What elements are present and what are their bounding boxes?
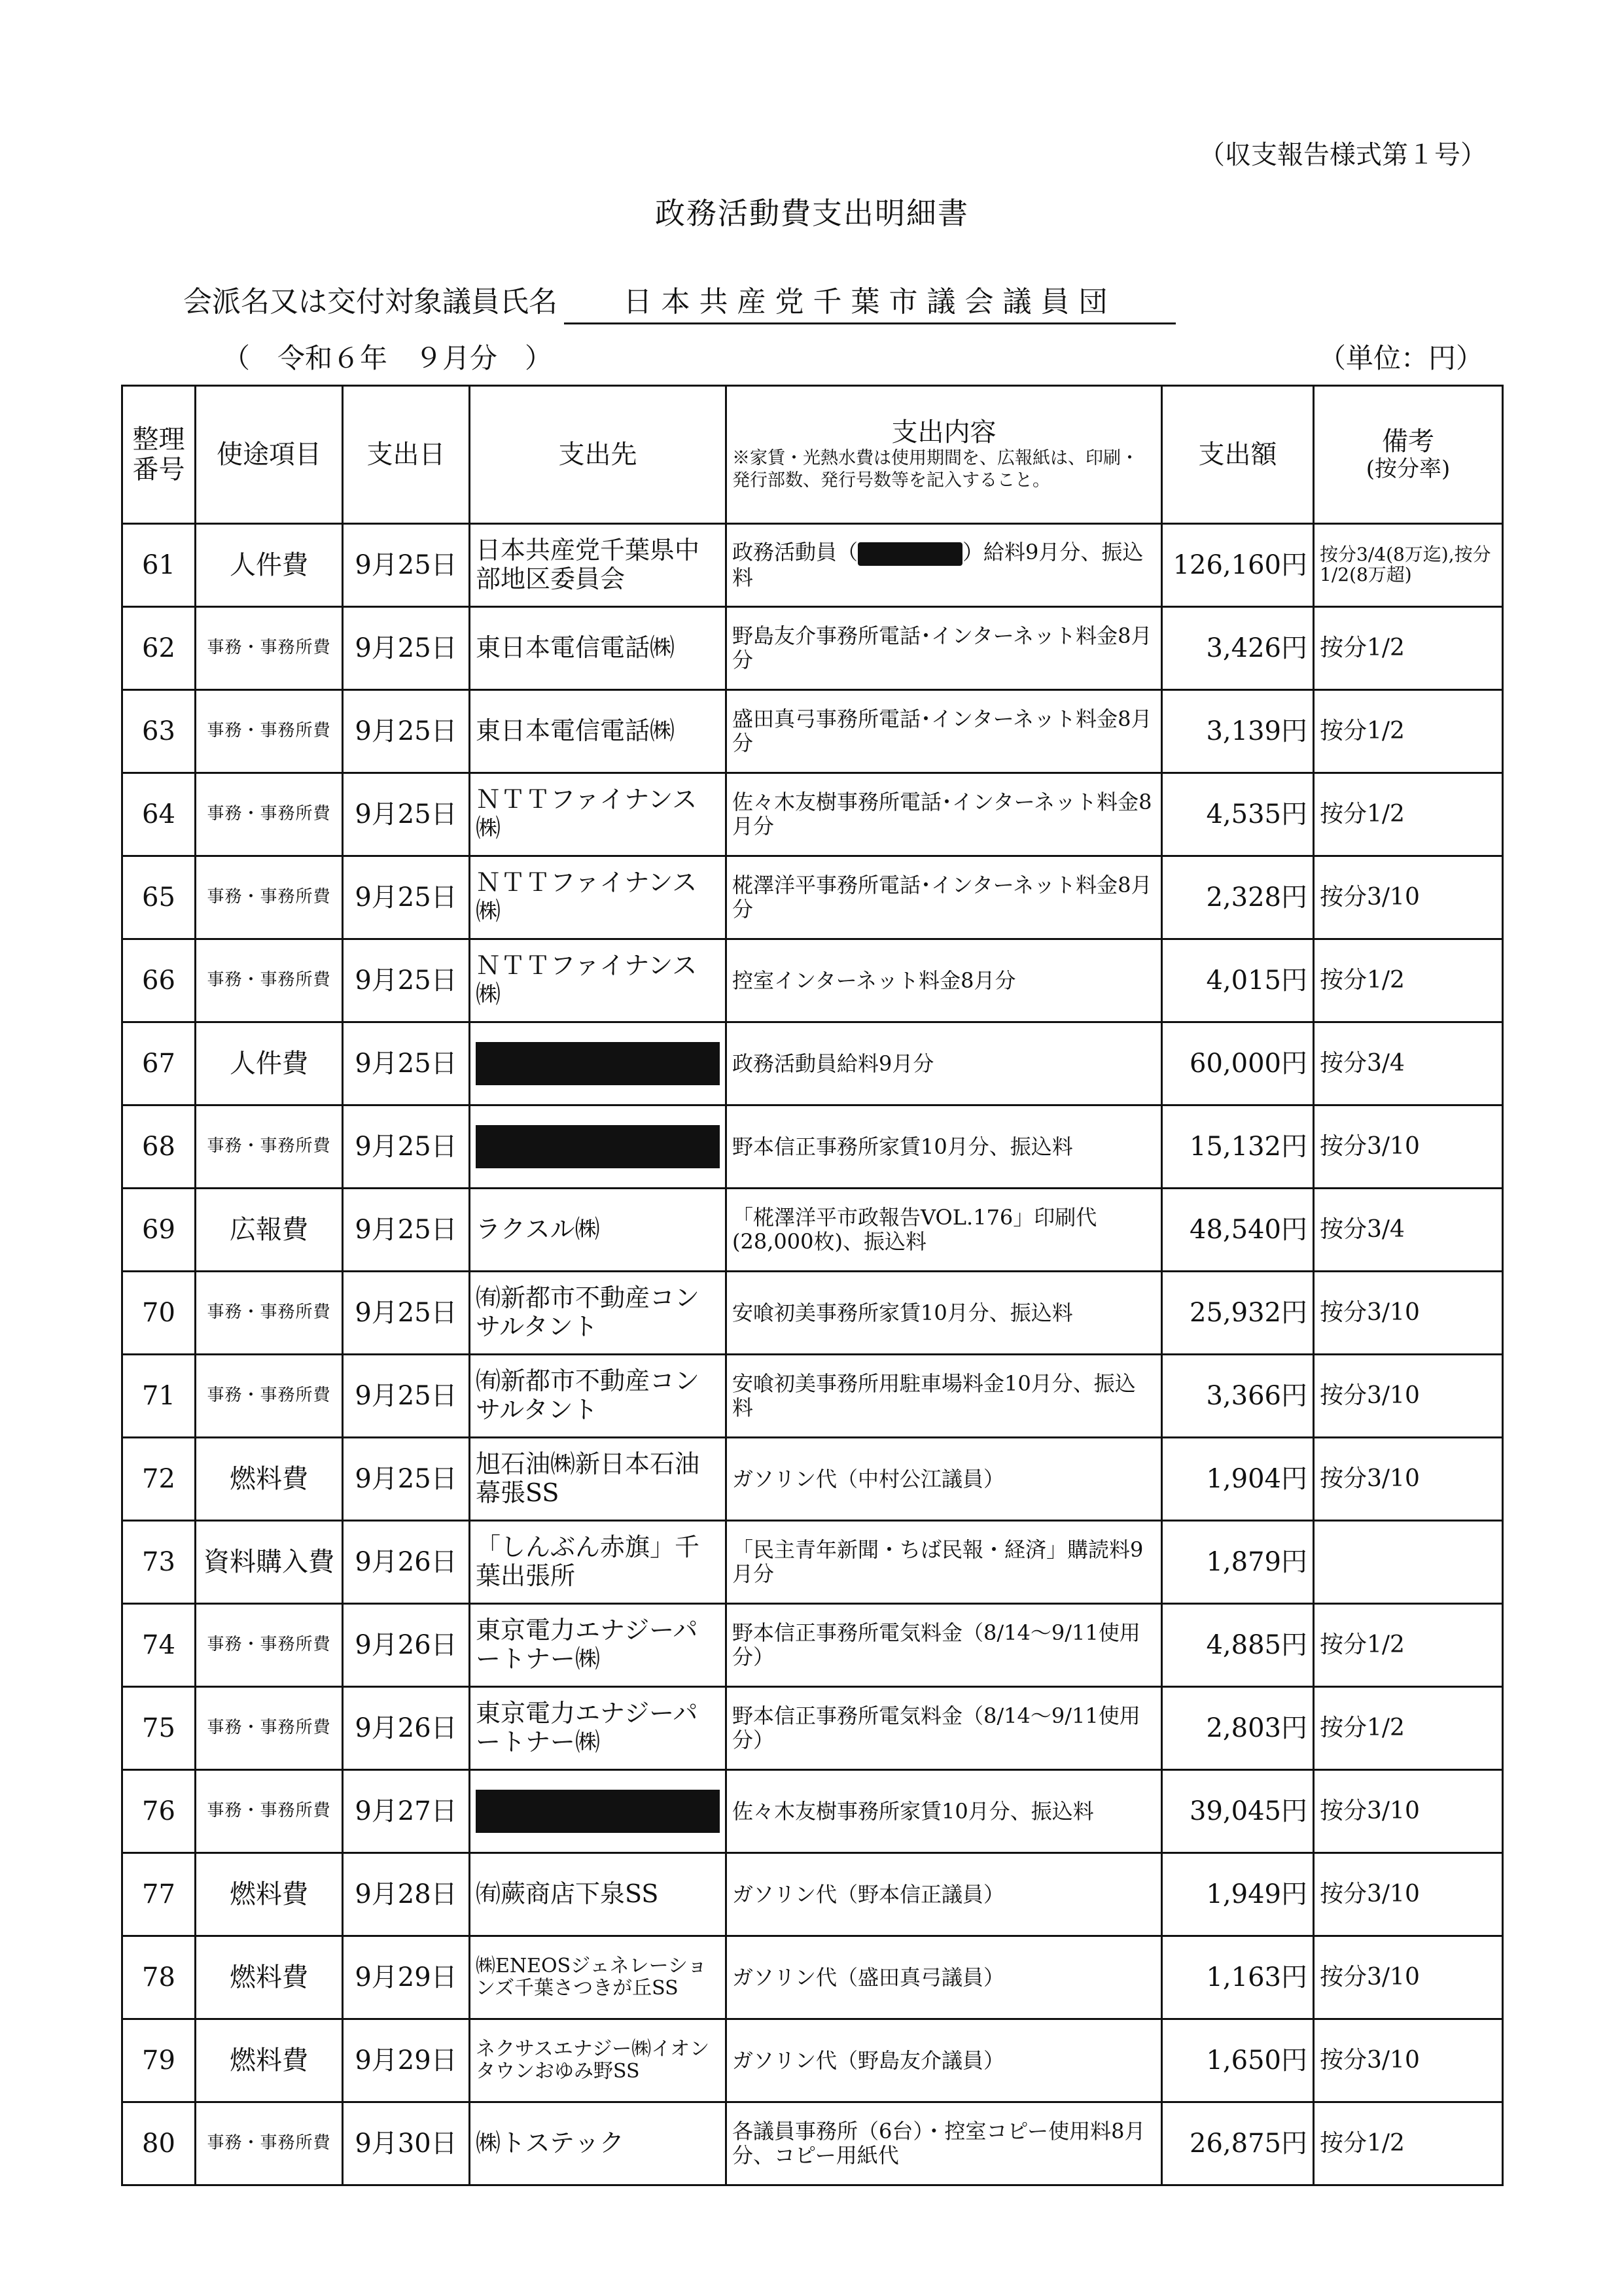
header-detail-note: ※家賃・光熱水費は使用期間を、広報紙は、印刷・発行部数、発行号数等を記入すること。 xyxy=(732,448,1139,491)
row-no: 75 xyxy=(122,1687,196,1770)
row-note: 按分1/2 xyxy=(1314,690,1503,773)
row-note: 按分1/2 xyxy=(1314,607,1503,690)
row-detail-part: ）給料9月分、振込料 xyxy=(732,540,1144,590)
row-category: 事務・事務所費 xyxy=(196,1770,343,1853)
row-category: 燃料費 xyxy=(196,1936,343,2019)
row-date: 9月25日 xyxy=(343,773,470,856)
row-date: 9月25日 xyxy=(343,607,470,690)
row-category: 人件費 xyxy=(196,1022,343,1105)
row-category: 事務・事務所費 xyxy=(196,1355,343,1438)
row-date: 9月26日 xyxy=(343,1687,470,1770)
row-note: 按分1/2 xyxy=(1314,2102,1503,2185)
row-no: 64 xyxy=(122,773,196,856)
currency-unit: （単位：円） xyxy=(1318,342,1483,374)
row-note: 按分3/10 xyxy=(1314,1438,1503,1521)
row-note: 按分3/10 xyxy=(1314,1105,1503,1189)
header-note xyxy=(1314,386,1503,524)
header-amount: 支出額 xyxy=(1162,386,1314,524)
row-no: 62 xyxy=(122,607,196,690)
redaction-mark xyxy=(476,1042,720,1085)
row-note: 按分3/10 xyxy=(1314,856,1503,939)
row-no: 72 xyxy=(122,1438,196,1521)
row-date: 9月29日 xyxy=(343,2019,470,2102)
table-row xyxy=(122,1853,1503,1936)
row-category: 事務・事務所費 xyxy=(196,856,343,939)
row-amount: 1,650円 xyxy=(1162,2019,1314,2102)
table-row xyxy=(122,1272,1503,1355)
row-no: 63 xyxy=(122,690,196,773)
row-amount: 2,328円 xyxy=(1162,856,1314,939)
table-row xyxy=(122,1770,1503,1853)
row-date: 9月26日 xyxy=(343,1521,470,1604)
redaction-mark xyxy=(476,1790,720,1833)
row-category: 広報費 xyxy=(196,1189,343,1272)
row-date: 9月25日 xyxy=(343,690,470,773)
row-no: 77 xyxy=(122,1853,196,1936)
form-number: （収支報告様式第１号） xyxy=(1199,140,1487,170)
row-detail xyxy=(726,524,1162,607)
row-no: 65 xyxy=(122,856,196,939)
row-category: 事務・事務所費 xyxy=(196,2102,343,2185)
row-date: 9月25日 xyxy=(343,1189,470,1272)
row-no: 73 xyxy=(122,1521,196,1604)
row-detail: ガソリン代（中村公江議員） xyxy=(726,1438,1162,1521)
table-row xyxy=(122,1438,1503,1521)
row-detail: 各議員事務所（6台）・控室コピー使用料8月分、コピー用紙代 xyxy=(726,2102,1162,2185)
header-payee: 支出先 xyxy=(470,386,726,524)
row-date: 9月25日 xyxy=(343,1272,470,1355)
row-note: 按分1/2 xyxy=(1314,939,1503,1022)
redaction-mark xyxy=(476,1125,720,1168)
row-detail: 安喰初美事務所家賃10月分、振込料 xyxy=(726,1272,1162,1355)
row-no: 66 xyxy=(122,939,196,1022)
header-note-sub: (按分率) xyxy=(1366,456,1451,483)
row-detail: 野本信正事務所電気料金（8/14～9/11使用分） xyxy=(726,1604,1162,1687)
row-no: 68 xyxy=(122,1105,196,1189)
table-row xyxy=(122,2102,1503,2185)
row-detail: 控室インターネット料金8月分 xyxy=(726,939,1162,1022)
table-row xyxy=(122,524,1503,607)
row-payee: 日本共産党千葉県中部地区委員会 xyxy=(470,524,726,607)
row-note: 按分3/10 xyxy=(1314,1936,1503,2019)
row-payee: 東京電力エナジーパートナー㈱ xyxy=(470,1687,726,1770)
row-no: 61 xyxy=(122,524,196,607)
row-category: 事務・事務所費 xyxy=(196,939,343,1022)
row-note: 按分3/4(8万迄),按分1/2(8万超) xyxy=(1314,524,1503,607)
row-payee: ＮＴＴファイナンス㈱ xyxy=(470,939,726,1022)
org-line xyxy=(183,278,1176,324)
row-date: 9月28日 xyxy=(343,1853,470,1936)
row-no: 74 xyxy=(122,1604,196,1687)
row-detail: ガソリン代（野本信正議員） xyxy=(726,1853,1162,1936)
org-label: 会派名又は交付対象議員氏名 xyxy=(183,285,557,319)
row-payee: ㈱トステック xyxy=(470,2102,726,2185)
table-row xyxy=(122,1604,1503,1687)
row-detail: ガソリン代（野島友介議員） xyxy=(726,2019,1162,2102)
row-no: 80 xyxy=(122,2102,196,2185)
row-amount: 1,904円 xyxy=(1162,1438,1314,1521)
row-detail: 安喰初美事務所用駐車場料金10月分、振込料 xyxy=(726,1355,1162,1438)
row-category: 事務・事務所費 xyxy=(196,1272,343,1355)
row-date: 9月25日 xyxy=(343,939,470,1022)
row-date: 9月27日 xyxy=(343,1770,470,1853)
row-amount: 4,015円 xyxy=(1162,939,1314,1022)
table-row xyxy=(122,856,1503,939)
row-category: 事務・事務所費 xyxy=(196,607,343,690)
header-no: 整理番号 xyxy=(122,386,196,524)
table-row xyxy=(122,1022,1503,1105)
row-detail: 佐々木友樹事務所家賃10月分、振込料 xyxy=(726,1770,1162,1853)
row-payee-redacted xyxy=(470,1105,726,1189)
row-payee: ㈲蕨商店下泉SS xyxy=(470,1853,726,1936)
row-detail: ガソリン代（盛田真弓議員） xyxy=(726,1936,1162,2019)
row-no: 69 xyxy=(122,1189,196,1272)
row-detail: 「民主青年新聞・ちば民報・経済」購読料9月分 xyxy=(726,1521,1162,1604)
redaction-mark xyxy=(858,542,962,566)
row-payee-redacted xyxy=(470,1770,726,1853)
row-payee: ㈲新都市不動産コンサルタント xyxy=(470,1355,726,1438)
row-amount: 2,803円 xyxy=(1162,1687,1314,1770)
row-payee: 「しんぶん赤旗」千葉出張所 xyxy=(470,1521,726,1604)
row-date: 9月25日 xyxy=(343,1105,470,1189)
row-amount: 126,160円 xyxy=(1162,524,1314,607)
table-row xyxy=(122,939,1503,1022)
row-payee: 東京電力エナジーパートナー㈱ xyxy=(470,1604,726,1687)
row-payee: ＮＴＴファイナンス㈱ xyxy=(470,856,726,939)
document-title: 政務活動費支出明細書 xyxy=(655,196,969,231)
row-category: 資料購入費 xyxy=(196,1521,343,1604)
row-amount: 48,540円 xyxy=(1162,1189,1314,1272)
row-note: 按分3/10 xyxy=(1314,1355,1503,1438)
row-amount: 1,163円 xyxy=(1162,1936,1314,2019)
row-note: 按分1/2 xyxy=(1314,1604,1503,1687)
header-detail xyxy=(726,386,1162,524)
row-date: 9月25日 xyxy=(343,856,470,939)
row-detail: 政務活動員給料9月分 xyxy=(726,1022,1162,1105)
row-detail: 盛田真弓事務所電話･インターネット料金8月分 xyxy=(726,690,1162,773)
row-amount: 25,932円 xyxy=(1162,1272,1314,1355)
table-header-row xyxy=(122,386,1503,524)
table-row xyxy=(122,773,1503,856)
row-detail: 野島友介事務所電話･インターネット料金8月分 xyxy=(726,607,1162,690)
table-row xyxy=(122,1521,1503,1604)
table-row xyxy=(122,2019,1503,2102)
row-amount: 3,366円 xyxy=(1162,1355,1314,1438)
row-category: 事務・事務所費 xyxy=(196,690,343,773)
row-date: 9月26日 xyxy=(343,1604,470,1687)
row-amount: 1,879円 xyxy=(1162,1521,1314,1604)
row-no: 67 xyxy=(122,1022,196,1105)
table-row xyxy=(122,1189,1503,1272)
row-payee: ラクスル㈱ xyxy=(470,1189,726,1272)
row-date: 9月25日 xyxy=(343,1438,470,1521)
row-payee-redacted xyxy=(470,1022,726,1105)
row-note: 按分3/10 xyxy=(1314,1272,1503,1355)
row-amount: 60,000円 xyxy=(1162,1022,1314,1105)
row-payee: 東日本電信電話㈱ xyxy=(470,607,726,690)
row-category: 燃料費 xyxy=(196,1438,343,1521)
row-category: 事務・事務所費 xyxy=(196,1604,343,1687)
row-no: 78 xyxy=(122,1936,196,2019)
row-note: 按分1/2 xyxy=(1314,1687,1503,1770)
row-date: 9月25日 xyxy=(343,1022,470,1105)
org-value: 日本共産党千葉市議会議員団 xyxy=(564,278,1176,324)
row-detail: 佐々木友樹事務所電話･インターネット料金8月分 xyxy=(726,773,1162,856)
row-amount: 15,132円 xyxy=(1162,1105,1314,1189)
header-category: 使途項目 xyxy=(196,386,343,524)
row-amount: 26,875円 xyxy=(1162,2102,1314,2185)
row-note: 按分3/4 xyxy=(1314,1189,1503,1272)
row-amount: 39,045円 xyxy=(1162,1770,1314,1853)
row-note xyxy=(1314,1521,1503,1604)
table-row xyxy=(122,690,1503,773)
row-detail: 「椛澤洋平市政報告VOL.176」印刷代(28,000枚)、振込料 xyxy=(726,1189,1162,1272)
row-amount: 4,535円 xyxy=(1162,773,1314,856)
row-no: 70 xyxy=(122,1272,196,1355)
row-detail: 野本信正事務所電気料金（8/14～9/11使用分） xyxy=(726,1687,1162,1770)
row-category: 事務・事務所費 xyxy=(196,773,343,856)
row-date: 9月25日 xyxy=(343,1355,470,1438)
row-note: 按分3/10 xyxy=(1314,1770,1503,1853)
row-payee: ㈱ENEOSジェネレーションズ千葉さつきが丘SS xyxy=(470,1936,726,2019)
row-detail: 椛澤洋平事務所電話･インターネット料金8月分 xyxy=(726,856,1162,939)
row-amount: 1,949円 xyxy=(1162,1853,1314,1936)
row-date: 9月25日 xyxy=(343,524,470,607)
row-payee: 旭石油㈱新日本石油幕張SS xyxy=(470,1438,726,1521)
header-detail-label: 支出内容 xyxy=(891,417,997,448)
row-note: 按分3/10 xyxy=(1314,2019,1503,2102)
table-row xyxy=(122,1687,1503,1770)
table-row xyxy=(122,607,1503,690)
row-category: 燃料費 xyxy=(196,2019,343,2102)
row-category: 人件費 xyxy=(196,524,343,607)
row-category: 燃料費 xyxy=(196,1853,343,1936)
row-detail: 野本信正事務所家賃10月分、振込料 xyxy=(726,1105,1162,1189)
row-payee: ㈲新都市不動産コンサルタント xyxy=(470,1272,726,1355)
expense-table xyxy=(121,385,1504,2186)
row-no: 79 xyxy=(122,2019,196,2102)
row-no: 76 xyxy=(122,1770,196,1853)
row-payee: 東日本電信電話㈱ xyxy=(470,690,726,773)
row-note: 按分1/2 xyxy=(1314,773,1503,856)
row-payee: ネクサスエナジー㈱イオンタウンおゆみ野SS xyxy=(470,2019,726,2102)
report-period: （ 令和６年 ９月分 ） xyxy=(222,342,553,374)
row-note: 按分3/10 xyxy=(1314,1853,1503,1936)
row-amount: 3,426円 xyxy=(1162,607,1314,690)
row-note: 按分3/4 xyxy=(1314,1022,1503,1105)
row-category: 事務・事務所費 xyxy=(196,1687,343,1770)
row-date: 9月29日 xyxy=(343,1936,470,2019)
row-amount: 4,885円 xyxy=(1162,1604,1314,1687)
row-category: 事務・事務所費 xyxy=(196,1105,343,1189)
row-detail-part: 政務活動員（ xyxy=(732,540,858,565)
header-date: 支出日 xyxy=(343,386,470,524)
table-row xyxy=(122,1105,1503,1189)
table-row xyxy=(122,1355,1503,1438)
row-payee: ＮＴＴファイナンス㈱ xyxy=(470,773,726,856)
row-no: 71 xyxy=(122,1355,196,1438)
header-note-label: 備考 xyxy=(1382,426,1434,457)
table-row xyxy=(122,1936,1503,2019)
row-amount: 3,139円 xyxy=(1162,690,1314,773)
row-date: 9月30日 xyxy=(343,2102,470,2185)
